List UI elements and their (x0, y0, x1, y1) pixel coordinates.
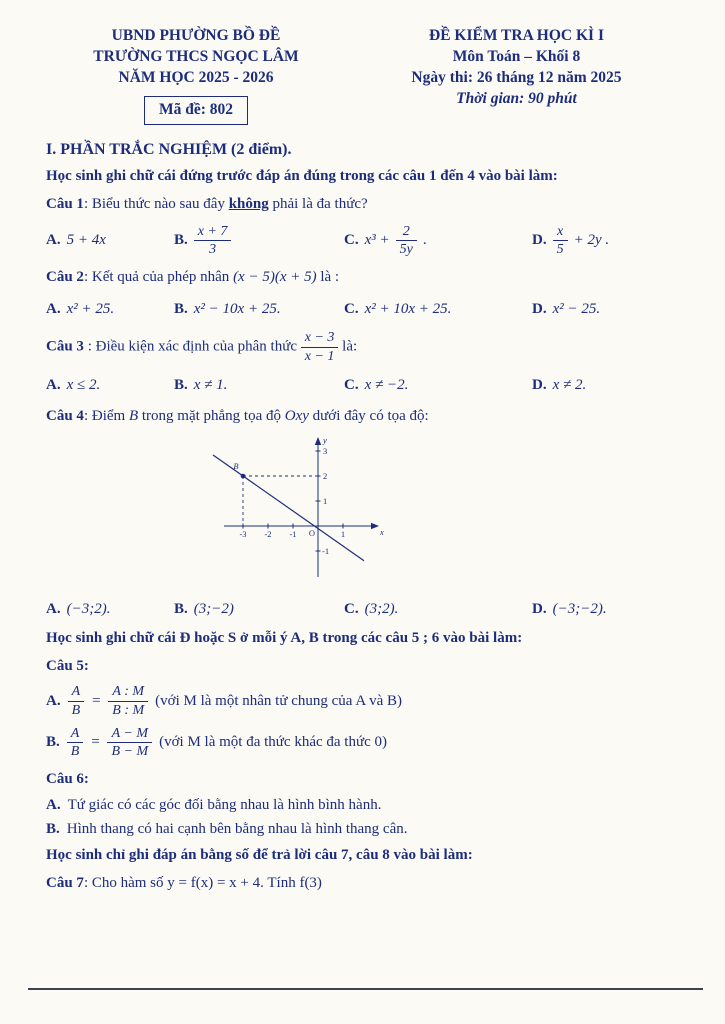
x-tick-label: -2 (264, 529, 272, 540)
y-axis-label: y (323, 435, 327, 446)
question-3 (46, 330, 687, 397)
q2-option-a (46, 301, 174, 318)
option-value: (3;−2) (193, 600, 234, 617)
fraction (396, 224, 417, 258)
option-label: A. (46, 376, 61, 393)
option-label: C. (344, 600, 359, 617)
option-value-suffix: . (422, 232, 427, 249)
option-label: D. (532, 300, 547, 317)
question-text-part: : Kết quả của phép nhân (83, 269, 234, 286)
page-footer-rule (28, 988, 703, 990)
math-expression: (x − 5)(x + 5) (233, 269, 317, 286)
x-axis-label: x (380, 527, 384, 538)
x-tick-label: -1 (289, 529, 297, 540)
question-label: Câu 3 (46, 338, 84, 355)
question-2 (46, 267, 687, 321)
question-3-text (46, 330, 687, 364)
option-label: A. (46, 232, 61, 249)
question-label: Câu 4 (46, 408, 84, 425)
q3-option-a (46, 377, 174, 394)
exam-code-label: Mã đề: 802 (158, 100, 234, 118)
coordinate-graph-container (198, 431, 687, 588)
option-label: B. (174, 600, 188, 617)
statement-label: A. (46, 797, 61, 814)
fraction-numerator: x + 7 (194, 224, 232, 242)
q1-option-d (532, 224, 687, 258)
exam-date-line: Ngày thi: 26 tháng 12 năm 2025 (411, 68, 622, 86)
statement-label: B. (46, 821, 60, 838)
y-tick-label: 3 (323, 446, 328, 457)
option-value: x ≠ −2. (364, 376, 409, 393)
q3-option-b (174, 377, 344, 394)
fraction (553, 224, 568, 258)
underlined-word: không (228, 195, 269, 212)
math-expression: Oxy (284, 408, 309, 425)
fraction-denominator: B : M (112, 703, 145, 719)
option-label: C. (344, 376, 359, 393)
question-text-part: là: (342, 338, 358, 355)
exam-title-line: ĐỀ KIỂM TRA HỌC KÌ I (429, 27, 604, 44)
q3-option-c (344, 377, 532, 394)
fraction-numerator: A : M (108, 684, 148, 702)
option-value: x² − 10x + 25. (193, 300, 281, 317)
q6-statement-b (46, 821, 687, 838)
q6-statement-a (46, 797, 687, 814)
option-label: D. (532, 232, 547, 249)
instruction-q5-6: Học sinh ghi chữ cái Đ hoặc S ở mỗi ý A, B trong các câu 5 ; 6 vào bài làm: (46, 630, 523, 647)
q1-options (46, 224, 687, 258)
option-value: x² + 25. (66, 300, 115, 317)
fraction-denominator: B − M (111, 744, 149, 760)
q2-option-d (532, 301, 687, 318)
fraction (194, 224, 232, 258)
question-2-text (46, 267, 687, 288)
instruction-q1-4: Học sinh ghi chữ cái đứng trước đáp án đúng trong các câu 1 đến 4 vào bài làm: (46, 167, 558, 184)
subject-line: Môn Toán – Khối 8 (452, 47, 581, 65)
option-label: A. (46, 300, 61, 317)
q4-option-c (344, 601, 532, 618)
school-year-line: NĂM HỌC 2025 - 2026 (118, 68, 274, 86)
fraction-numerator: x − 3 (301, 330, 339, 348)
question-text-part: là : (316, 269, 340, 286)
option-label: C. (344, 300, 359, 317)
exam-info-block (346, 26, 687, 125)
fraction (108, 684, 148, 718)
option-value: x ≠ 2. (552, 376, 587, 393)
q2-options (46, 297, 687, 321)
question-1-text (46, 194, 687, 215)
statement-label: A. (46, 693, 61, 710)
option-label: D. (532, 600, 547, 617)
option-value: (−3;2). (66, 600, 111, 617)
y-tick-label: 2 (323, 471, 328, 482)
question-6-label (46, 769, 687, 790)
q4-options (46, 597, 687, 621)
exam-code-box (144, 96, 248, 125)
fraction (301, 330, 339, 364)
question-text-part: : Điều kiện xác định của phân thức (87, 338, 297, 355)
school-info-block (46, 26, 346, 125)
instruction-q7-8: Học sinh chỉ ghi đáp án bằng số để trả lời câu 7, câu 8 vào bài làm: (46, 847, 473, 864)
statement-text: Tứ giác có các góc đối bằng nhau là hình bình hành. (67, 797, 382, 814)
q4-option-b (174, 601, 344, 618)
equals-sign: = (90, 734, 101, 751)
question-5 (46, 656, 687, 760)
question-4 (46, 406, 687, 621)
statement-label: B. (46, 734, 60, 751)
question-4-text (46, 406, 687, 427)
question-label: Câu 7 (46, 875, 84, 892)
question-text-part: : Cho hàm số y = f(x) = x + 4. Tính f(3) (83, 875, 322, 892)
question-7-text (46, 873, 687, 894)
y-tick-label: 1 (323, 496, 328, 507)
x-axis-arrow-icon (371, 523, 379, 529)
x-tick-label: 1 (340, 529, 346, 540)
option-value-suffix: + 2y . (573, 232, 610, 249)
q1-option-c (344, 224, 532, 258)
fraction-numerator: A − M (107, 726, 152, 744)
option-label: D. (532, 376, 547, 393)
q3-option-d (532, 377, 687, 394)
issuer-line: UBND PHƯỜNG BỒ ĐỀ (111, 27, 281, 44)
option-value: x ≤ 2. (66, 376, 101, 393)
option-value: x² + 10x + 25. (364, 300, 452, 317)
fraction-numerator: A (67, 726, 84, 744)
y-axis-arrow-icon (315, 437, 321, 445)
fraction-denominator: 5 (556, 242, 564, 258)
option-value: (3;2). (364, 600, 399, 617)
option-value: x² − 25. (552, 300, 601, 317)
fraction-denominator: B (70, 744, 80, 760)
question-text-part: phải là đa thức? (268, 195, 368, 212)
option-value-prefix: x³ + (364, 232, 390, 249)
equals-sign: = (91, 693, 102, 710)
q2-option-c (344, 301, 532, 318)
option-label: B. (174, 376, 188, 393)
y-tick-label: -1 (322, 546, 330, 557)
question-1 (46, 194, 687, 258)
question-text-part: trong mặt phẳng tọa độ (138, 408, 285, 425)
fraction-denominator: x − 1 (304, 348, 335, 364)
statement-text: (với M là một đa thức khác đa thức 0) (159, 734, 388, 751)
question-5-label (46, 656, 687, 677)
option-value: 5 + 4x (66, 232, 106, 249)
question-label: Câu 6: (46, 771, 89, 788)
origin-label: O (308, 528, 316, 539)
fraction-denominator: B (71, 703, 81, 719)
school-name-line: TRƯỜNG THCS NGỌC LÂM (93, 47, 299, 65)
point-b (241, 474, 246, 479)
point-b-label: B (233, 461, 239, 472)
option-label: A. (46, 600, 61, 617)
q5-statement-a (46, 684, 687, 718)
statement-text: (với M là một nhân tử chung của A và B) (155, 693, 403, 710)
q4-option-a (46, 601, 174, 618)
q2-option-b (174, 301, 344, 318)
question-label: Câu 1 (46, 195, 84, 212)
fraction (68, 684, 85, 718)
section-title: I. PHẦN TRẮC NGHIỆM (2 điểm). (46, 140, 292, 158)
question-label: Câu 5: (46, 658, 89, 675)
q3-options (46, 373, 687, 397)
fraction (107, 726, 152, 760)
option-label: C. (344, 232, 359, 249)
statement-text: Hình thang có hai cạnh bên bằng nhau là hình thang cân. (66, 821, 408, 838)
question-text-part: dưới đây có tọa độ: (308, 408, 429, 425)
q1-option-b (174, 224, 344, 258)
duration-line: Thời gian: 90 phút (456, 89, 577, 107)
fraction (67, 726, 84, 760)
fraction-numerator: A (68, 684, 85, 702)
fraction-denominator: 5y (399, 242, 413, 258)
question-7 (46, 873, 687, 894)
x-tick-label: -3 (239, 529, 247, 540)
math-expression: B (128, 408, 139, 425)
question-text-part: : Điểm (83, 408, 129, 425)
fraction-denominator: 3 (209, 242, 217, 258)
fraction-numerator: 2 (396, 224, 417, 242)
question-text-part: : Biểu thức nào sau đây (83, 195, 229, 212)
coordinate-graph (198, 431, 410, 583)
fraction-numerator: x (553, 224, 568, 242)
question-6 (46, 769, 687, 838)
option-value: (−3;−2). (552, 600, 607, 617)
q1-option-a (46, 232, 174, 249)
q5-statement-b (46, 726, 687, 760)
option-label: B. (174, 232, 188, 249)
q4-option-d (532, 601, 687, 618)
question-label: Câu 2 (46, 269, 84, 286)
option-label: B. (174, 300, 188, 317)
option-value: x ≠ 1. (193, 376, 228, 393)
exam-header (46, 26, 687, 125)
